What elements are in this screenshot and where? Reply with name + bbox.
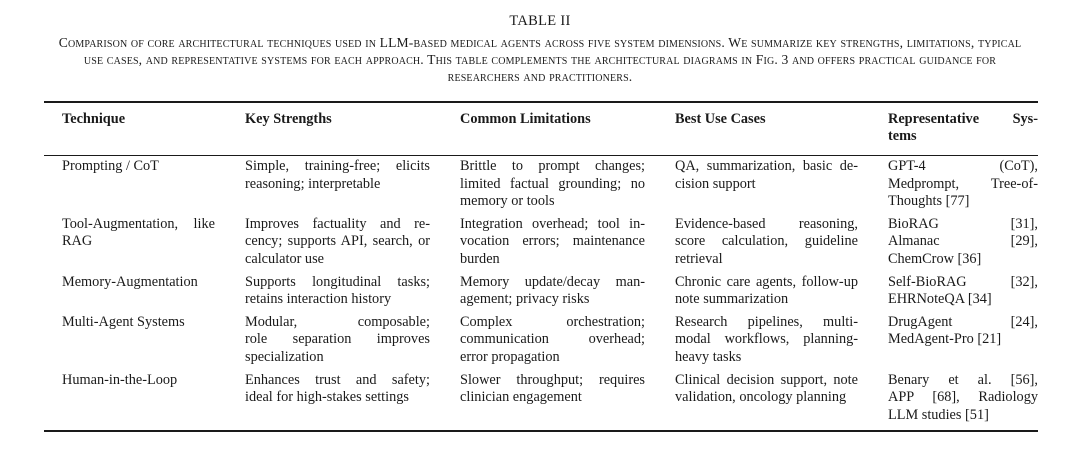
cell-line: Prompting / CoT: [62, 158, 159, 174]
cell-common-limitations: [442, 216, 657, 274]
cell-line: vocation errors; maintenance: [460, 233, 645, 250]
cell-line: Evidence-based reasoning,: [675, 215, 858, 232]
cell-line: BioRAG [31],: [888, 215, 1038, 232]
cell-key-strengths: [227, 216, 442, 274]
cell-line: Clinical decision support, note: [675, 371, 858, 388]
cell-line: modal workflows, planning-: [675, 331, 858, 348]
cell-representative-systems: [870, 314, 1038, 372]
cell-line: Tool-Augmentation, like: [62, 215, 215, 232]
cell-line: Slower throughput; requires: [460, 371, 645, 388]
cell-line: heavy tasks: [675, 348, 742, 365]
cell-key-strengths: [227, 155, 442, 216]
cell-line: Modular, composable;: [245, 313, 430, 330]
cell-line: communication overhead;: [460, 331, 645, 348]
cell-line: memory or tools: [460, 193, 555, 210]
comparison-table: [44, 108, 1038, 429]
cell-line: Supports longitudinal tasks;: [245, 273, 430, 290]
cell-line: Research pipelines, multi-: [675, 313, 858, 330]
cell-line: error propagation: [460, 348, 560, 365]
cell-line: RAG: [62, 233, 93, 250]
cell-technique: [44, 216, 227, 274]
cell-line: Self-BioRAG [32],: [888, 273, 1038, 290]
top-rule: [44, 101, 1038, 103]
cell-line: Simple, training-free; elicits: [245, 158, 430, 174]
cell-line: Memory update/decay man-: [460, 273, 645, 290]
cell-key-strengths: [227, 372, 442, 430]
cell-line: Almanac [29],: [888, 233, 1038, 250]
cell-line: ideal for high-stakes settings: [245, 389, 409, 406]
cell-line: GPT-4 (CoT),: [888, 158, 1038, 174]
cell-line: burden: [460, 250, 500, 267]
cell-line: Complex orchestration;: [460, 313, 645, 330]
cell-representative-systems: [870, 216, 1038, 274]
cell-line: cision support: [675, 175, 756, 192]
table-row: [44, 372, 1038, 430]
cell-line: Thoughts [77]: [888, 193, 970, 210]
cell-line: DrugAgent [24],: [888, 313, 1038, 330]
cell-line: retrieval: [675, 250, 723, 267]
cell-line: specialization: [245, 348, 324, 365]
cell-line: agement; privacy risks: [460, 291, 590, 308]
cell-line: reasoning; interpretable: [245, 175, 381, 192]
table-row: [44, 314, 1038, 372]
cell-line: QA, summarization, basic de-: [675, 158, 858, 174]
table-caption: Comparison of core architectural techniques used in LLM-based medical agents across five system dimensions. We summarize key strengths, limitations, typical use cases, and representative systems for each approach. This table complements the architectural diagrams in Fig. 3 and offers practical guidance for researchers and practitioners.: [58, 35, 1022, 84]
cell-common-limitations: [442, 372, 657, 430]
cell-line: Chronic care agents, follow-up: [675, 273, 858, 290]
cell-line: Brittle to prompt changes;: [460, 158, 645, 174]
cell-representative-systems: [870, 372, 1038, 430]
header-systems-line: tems: [888, 128, 917, 144]
cell-technique: [44, 372, 227, 430]
cell-line: Medprompt, Tree-of-: [888, 175, 1038, 192]
header-common-limitations: Common Limitations: [460, 111, 591, 127]
cell-line: Human-in-the-Loop: [62, 371, 178, 388]
cell-line: cency; supports API, search, or: [245, 233, 430, 250]
table-row: [44, 216, 1038, 274]
cell-best-use-cases: [657, 372, 870, 430]
cell-line: Enhances trust and safety;: [245, 371, 430, 388]
header-technique: Technique: [62, 111, 126, 127]
cell-line: EHRNoteQA [34]: [888, 291, 992, 308]
cell-technique: [44, 314, 227, 372]
header-row: [44, 108, 1038, 155]
cell-line: APP [68], Radiology: [888, 389, 1038, 406]
table-body: [44, 155, 1038, 429]
cell-key-strengths: [227, 314, 442, 372]
table-row: [44, 274, 1038, 314]
cell-common-limitations: [442, 314, 657, 372]
cell-line: Improves factuality and re-: [245, 215, 430, 232]
cell-line: limited factual grounding; no: [460, 175, 645, 192]
table-row: [44, 155, 1038, 216]
cell-common-limitations: [442, 274, 657, 314]
cell-technique: [44, 274, 227, 314]
cell-line: role separation improves: [245, 331, 430, 348]
cell-line: calculator use: [245, 250, 324, 267]
cell-line: retains interaction history: [245, 291, 392, 308]
cell-representative-systems: [870, 155, 1038, 216]
header-best-use-cases: Best Use Cases: [675, 111, 766, 127]
cell-line: Integration overhead; tool in-: [460, 215, 645, 232]
cell-technique: [44, 155, 227, 216]
cell-line: Benary et al. [56],: [888, 371, 1038, 388]
cell-line: score calculation, guideline: [675, 233, 858, 250]
table-label: TABLE II: [509, 13, 571, 29]
bottom-rule: [44, 430, 1038, 432]
cell-line: Memory-Augmentation: [62, 273, 198, 290]
cell-best-use-cases: [657, 274, 870, 314]
cell-best-use-cases: [657, 155, 870, 216]
cell-common-limitations: [442, 155, 657, 216]
cell-best-use-cases: [657, 216, 870, 274]
cell-line: validation, oncology planning: [675, 389, 847, 406]
cell-line: MedAgent-Pro [21]: [888, 331, 1002, 348]
cell-representative-systems: [870, 274, 1038, 314]
header-key-strengths: Key Strengths: [245, 111, 332, 127]
header-representative-systems: [870, 108, 1038, 155]
cell-line: ChemCrow [36]: [888, 250, 982, 267]
cell-best-use-cases: [657, 314, 870, 372]
cell-line: LLM studies [51]: [888, 406, 989, 423]
cell-line: clinician engagement: [460, 389, 582, 406]
header-systems-line: Representative Sys-: [888, 111, 1038, 127]
cell-line: note summarization: [675, 291, 789, 308]
cell-line: Multi-Agent Systems: [62, 313, 185, 330]
cell-key-strengths: [227, 274, 442, 314]
